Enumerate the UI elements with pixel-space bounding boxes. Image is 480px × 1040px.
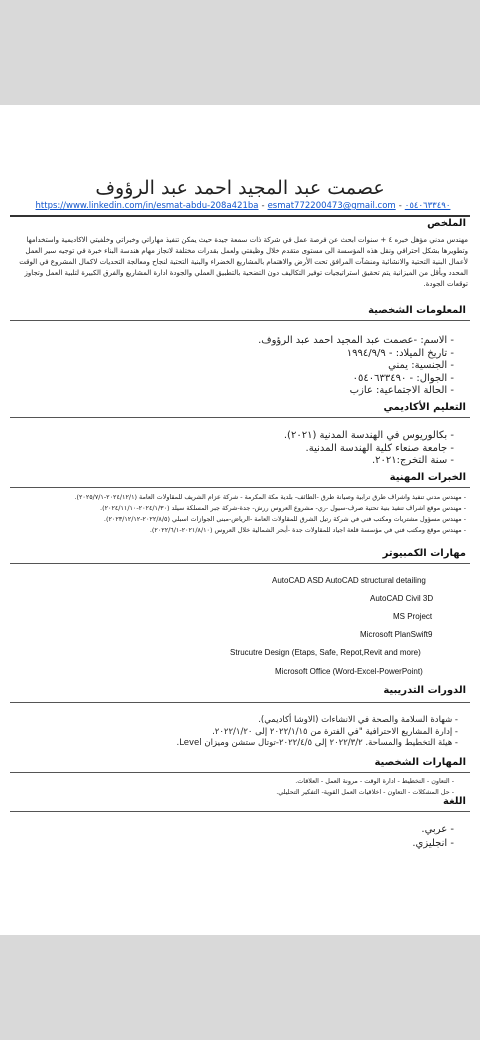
list-item: - الجنسية: يمني — [258, 360, 454, 373]
divider — [10, 215, 470, 217]
list-item: - سنة التخرج:٢٠٢١. — [284, 455, 454, 468]
divider — [10, 563, 470, 564]
training-list — [177, 715, 459, 750]
personal-info-heading: المعلومات الشخصية — [368, 305, 466, 316]
list-item: - هيئة التخطيط والمساحة. ٢٠٢٢/٣/٢ إلى ٢٠٢٢/٤/٥-توتال ستشن وميزان Level. — [177, 738, 459, 750]
list-item: - جامعة صنعاء كلية الهندسة المدنية. — [284, 443, 454, 456]
list-item: - التعاون - التخطيط - ادارة الوقت - مرونة العمل - العلاقات. — [276, 776, 454, 787]
personal-info-list — [258, 335, 454, 398]
experience-list — [74, 492, 466, 536]
list-item: - انجليزي. — [412, 837, 454, 851]
computer-skill: MS Project — [393, 612, 433, 621]
computer-skills-heading: مهارات الكمبيوتر — [382, 548, 466, 559]
list-item: - شهادة السلامة والصحة في الانشاءات (الاوشا أكاديمي). — [177, 715, 459, 727]
candidate-name: عصمت عبد المجيد احمد عبد الرؤوف — [95, 177, 385, 199]
list-item: - إدارة المشاريع الاحترافية "في الفترة من ٢٠٢٢/١/١٥ إلى ٢٠٢٢/١/٢٠. — [177, 727, 459, 739]
education-heading: التعليم الأكاديمي — [383, 402, 466, 413]
list-item: - تاريخ الميلاد: - ١٩٩٤/٩/٩ — [258, 348, 454, 361]
list-item: - الجوال: - ٠٥٤٠٦٣٣٤٩٠ — [258, 373, 454, 386]
soft-skills-list — [276, 776, 454, 798]
list-item: - عربي. — [412, 823, 454, 837]
divider — [10, 811, 470, 812]
list-item: - مهندس مسؤول مشتريات ومكتب فني في شركة رتيل الشرق للمقاولات العامة -الرياض-مبنى الجوازات اسبلي (٢٠٢٢/٨/٥-٢٠٢٣/١٢/١٢). — [74, 514, 466, 525]
computer-skill: AutoCAD Civil 3D — [370, 594, 434, 603]
list-item: - الحالة الاجتماعية: عازب — [258, 385, 454, 398]
list-item: - بكالوريوس في الهندسة المدنية (٢٠٢١). — [284, 430, 454, 443]
soft-skills-heading: المهارات الشخصية — [374, 757, 466, 768]
summary-heading: الملخص — [427, 218, 466, 229]
computer-skill: Microsoft PlanSwift9 — [360, 630, 433, 639]
language-heading: اللغة — [443, 796, 466, 807]
email-link[interactable]: esmat772200473@gmail.com — [267, 201, 396, 211]
summary-text: مهندس مدني مؤهل خبره ٤ + سنوات ابحث عن فرصة عمل في شركة ذات سمعة جيدة حيث يمكن تنفيذ مهاراتي وخبراتي وخلفيتي الاكاديمية واستخدامها وتطويرها بشكل احترافي ونقل هذه المؤسسة الى مستوى متقدم خلال وظيفتي ولعمل بقدرات مختلفة لانجاز مهام هندسة البناء خبرة في توجيه سير العمل لأعمال البنية التحتية والانشائية ومنشآت المرافق تحت الأرض والاهتمام بالمشاريع الخضراء والبنية التحتية لنجاح ومعالجة التحديات لاكمال المشروع في الوقت المحدد وبأقل من الميزانية يتم تحقيق استراتيجيات توفير التكاليف دون التضحية بالتطبيق العملي والجودة ادارة المشاريع والفرق الكبيرة لتلبية العمل وتجاوز توقعات الجودة. — [19, 236, 468, 288]
divider — [10, 487, 470, 488]
list-item: - مهندس مدني تنفيذ واشراف طرق ترابية وصيانة طرق -الطائف- بلدية مكة المكرمة - شركة عزام الشريف للمقاولات العامة (٢٠٢٤/١٢/١-٢٠٢٥/٧/١). — [74, 492, 466, 503]
education-list — [284, 430, 454, 468]
computer-skill: Microsoft Office (Word-Excel-PowerPoint) — [275, 667, 423, 676]
language-list — [412, 823, 454, 851]
training-heading: الدورات التدريبية — [383, 685, 466, 696]
resume-page — [0, 105, 480, 935]
computer-skill: AutoCAD ASD AutoCAD structural detailing — [272, 576, 426, 585]
list-item: - مهندس موقع ومكتب فني في مؤسسة قلعة اجياد للمقاولات جدة -أبحر الشمالية خلال العروس (٢٠٢١/٨/١٠-٢٠٢٢/٦/١). — [74, 525, 466, 536]
divider — [10, 320, 470, 321]
linkedin-link[interactable]: https://www.linkedin.com/in/esmat-abdu-208a421ba — [35, 201, 259, 211]
computer-skill: Strucutre Design (Etaps, Safe, Repot,Revit and more) — [230, 648, 421, 657]
phone-number: ٠٥٤٠٦٣٣٤٩٠ — [404, 201, 451, 211]
list-item: - الاسم: -عصمت عبد المجيد احمد عبد الرؤوف. — [258, 335, 454, 348]
divider — [10, 772, 470, 773]
contact-line: https://www.linkedin.com/in/esmat-abdu-208a421ba - esmat772200473@gmail.com - ٠٥٤٠٦٣٣٤٩٠ — [35, 201, 451, 211]
list-item: - حل المشكلات - التعاون - اخلاقيات العمل القوية- التفكير التحليلي. — [276, 787, 454, 798]
divider — [10, 417, 470, 418]
divider — [10, 702, 470, 703]
experience-heading: الخبرات المهنية — [389, 472, 466, 483]
list-item: - مهندس موقع اشراف تنفيذ بنية تحتية صرف-سيول -ري- مشروع العروس ررش- جدة-شركة جبر المسلكة سيلد (٢٠٢٤/١/٣٠-٢٠٢٤/١١/١٠). — [74, 503, 466, 514]
